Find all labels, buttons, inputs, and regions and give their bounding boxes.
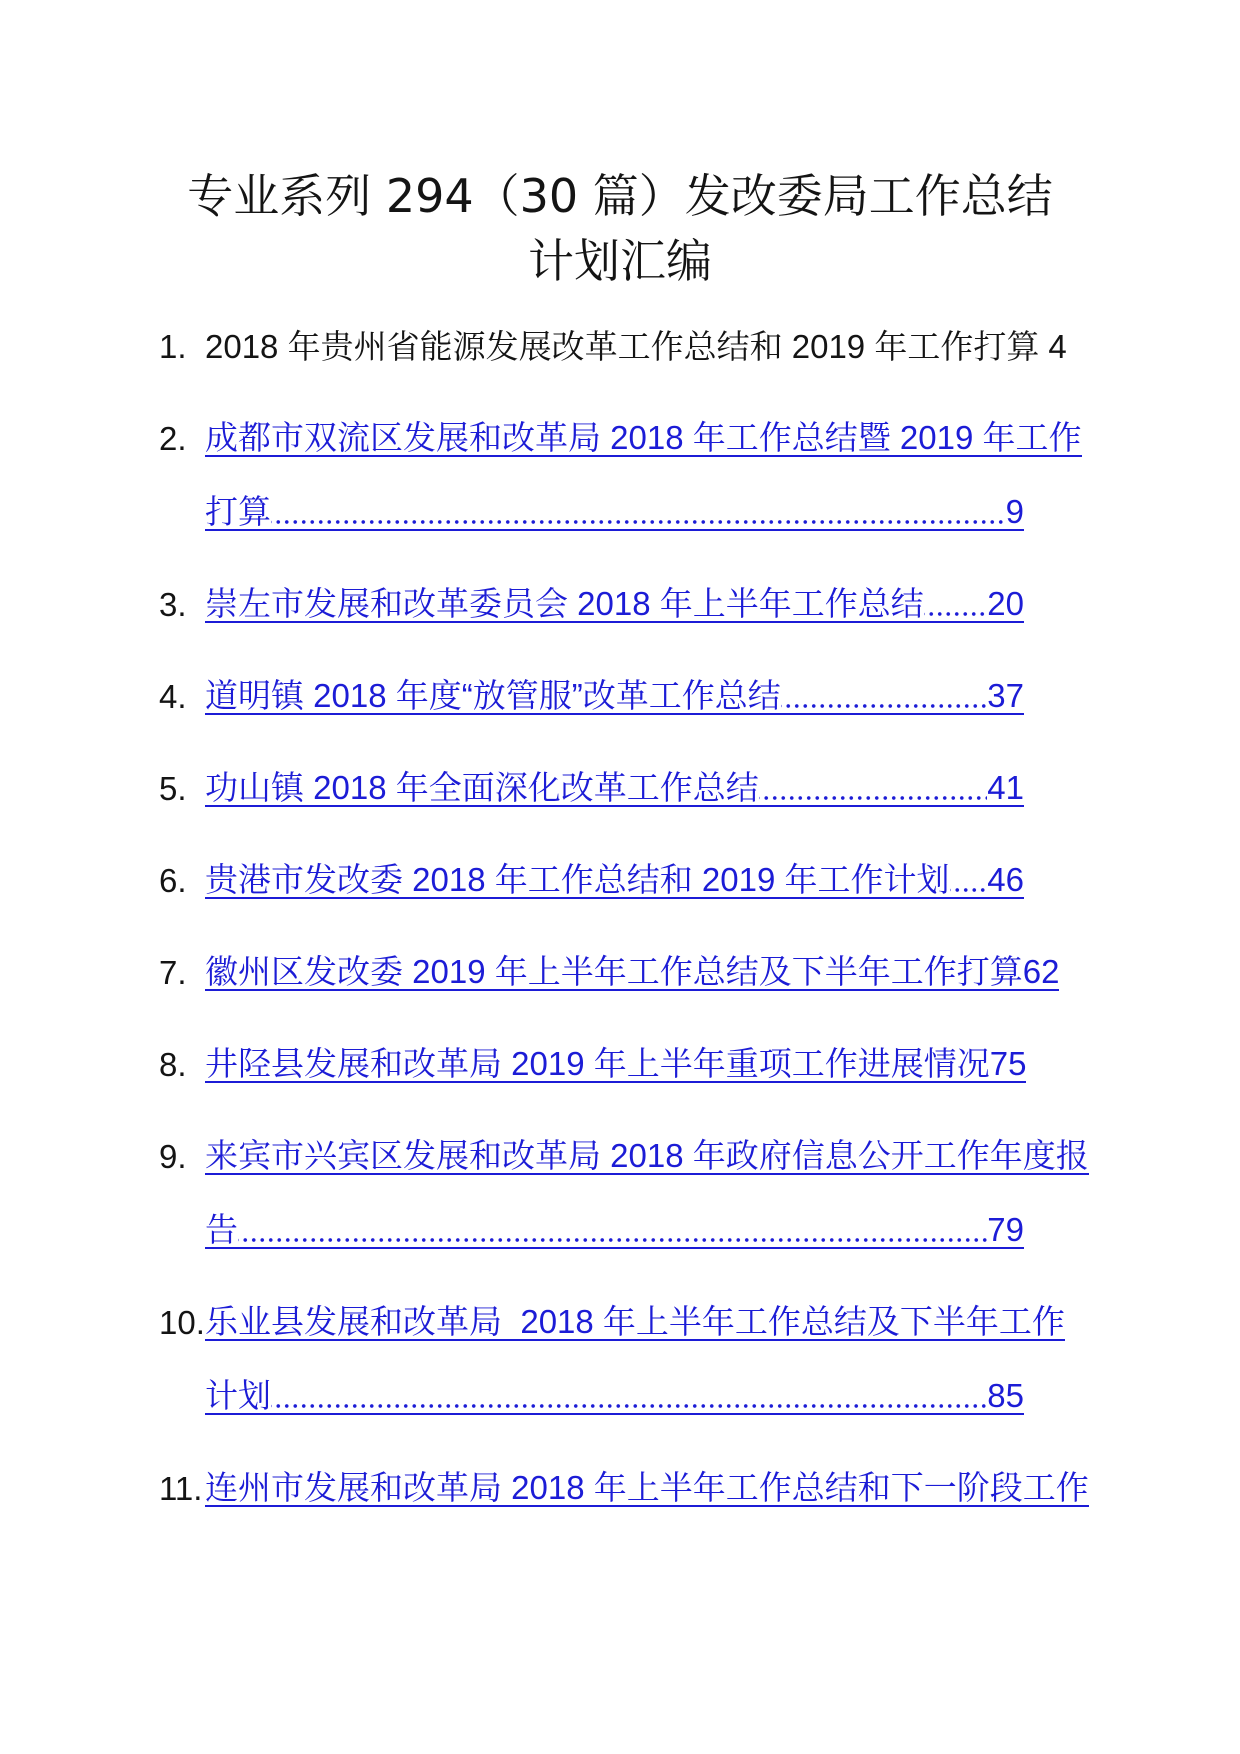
toc-item-number: 6. [159, 862, 187, 899]
toc-page-number[interactable]: 62 [1022, 953, 1060, 990]
toc-line-text[interactable] [205, 1213, 1024, 1249]
toc-line-text[interactable] [205, 1471, 1089, 1507]
toc-item-10 [159, 1286, 1099, 1434]
toc-link[interactable] [205, 1452, 1099, 1526]
toc-page-number[interactable]: 41 [987, 769, 1024, 806]
toc-item-number: 10. [159, 1304, 205, 1341]
toc-line[interactable] [205, 1194, 1099, 1268]
toc-item-1 [159, 310, 1099, 384]
toc-item-title[interactable]: 道明镇 2018 年度“放管服”改革工作总结 [205, 677, 781, 714]
toc-line-text[interactable] [205, 1379, 1024, 1415]
toc-dot-leader[interactable] [759, 771, 988, 805]
toc-page-number[interactable]: 85 [987, 1377, 1024, 1414]
toc-item-title[interactable]: 功山镇 2018 年全面深化改革工作总结 [205, 769, 759, 806]
toc-item-title[interactable]: 打算 [205, 493, 271, 530]
toc-page-number[interactable]: 37 [987, 677, 1024, 714]
toc-link[interactable] [205, 844, 1099, 918]
toc-link[interactable] [205, 1028, 1099, 1102]
toc-item-9 [159, 1120, 1099, 1268]
toc-line[interactable] [205, 1452, 1099, 1526]
toc-item-title[interactable]: 告 [205, 1211, 238, 1248]
toc-page-number[interactable]: 9 [1005, 493, 1024, 530]
toc-line-text[interactable] [205, 863, 1024, 899]
toc-line[interactable] [205, 1120, 1099, 1194]
document-title [120, 164, 1120, 294]
toc-item-title[interactable]: 乐业县发展和改革局 2018 年上半年工作总结及下半年工作 [205, 1303, 1065, 1340]
toc-line[interactable] [205, 1286, 1099, 1360]
toc-dot-leader[interactable] [271, 1379, 987, 1413]
toc-link[interactable] [205, 752, 1099, 826]
toc-item-title[interactable]: 崇左市发展和改革委员会 2018 年上半年工作总结 [205, 585, 924, 622]
toc-page-number[interactable]: 20 [987, 585, 1024, 622]
toc-item-number: 2. [159, 420, 187, 457]
toc-page-number[interactable]: 46 [987, 861, 1024, 898]
toc-link[interactable] [205, 1120, 1099, 1268]
toc-dot-leader[interactable] [781, 679, 988, 713]
toc-item-4 [159, 660, 1099, 734]
toc-line-text[interactable] [205, 771, 1024, 807]
toc-item-3 [159, 568, 1099, 642]
toc-entry [205, 310, 1099, 384]
toc-dot-leader[interactable] [238, 1213, 987, 1247]
toc-page-number[interactable]: 75 [989, 1045, 1027, 1082]
toc-page-number[interactable]: 79 [987, 1211, 1024, 1248]
toc-line-text[interactable] [205, 679, 1024, 715]
toc-line[interactable] [205, 568, 1099, 642]
toc-item-title[interactable]: 贵港市发改委 2018 年工作总结和 2019 年工作计划 [205, 861, 950, 898]
toc-item-7 [159, 936, 1099, 1010]
toc-item-number: 7. [159, 954, 187, 991]
toc-line[interactable] [205, 752, 1099, 826]
table-of-contents [159, 310, 1099, 1544]
toc-item-title[interactable]: 计划 [205, 1377, 271, 1414]
toc-item-number: 3. [159, 586, 187, 623]
toc-item-2 [159, 402, 1099, 550]
toc-dot-leader[interactable] [924, 587, 988, 621]
toc-line[interactable] [205, 660, 1099, 734]
toc-item-title[interactable]: 连州市发展和改革局 2018 年上半年工作总结和下一阶段工作 [205, 1469, 1089, 1506]
toc-item-6 [159, 844, 1099, 918]
toc-item-5 [159, 752, 1099, 826]
toc-item-title[interactable]: 来宾市兴宾区发展和改革局 2018 年政府信息公开工作年度报 [205, 1137, 1089, 1174]
toc-page-number: 4 [1048, 328, 1067, 365]
toc-item-title: 2018 年贵州省能源发展改革工作总结和 2019 年工作打算 [205, 328, 1040, 365]
toc-line[interactable] [205, 1360, 1099, 1434]
toc-item-title[interactable]: 徽州区发改委 2019 年上半年工作总结及下半年工作打算 [205, 953, 1023, 990]
toc-item-number: 5. [159, 770, 187, 807]
toc-line[interactable] [205, 402, 1099, 476]
toc-line-text[interactable] [205, 1305, 1065, 1341]
toc-link[interactable] [205, 1286, 1099, 1434]
toc-line [205, 310, 1099, 384]
toc-item-number: 9. [159, 1138, 187, 1175]
toc-line[interactable] [205, 476, 1099, 550]
toc-link[interactable] [205, 402, 1099, 550]
toc-line-text[interactable] [205, 421, 1082, 457]
toc-link[interactable] [205, 568, 1099, 642]
toc-link[interactable] [205, 660, 1099, 734]
toc-line-text[interactable] [205, 1047, 1026, 1083]
toc-dot-leader[interactable] [271, 495, 1006, 529]
toc-item-number: 1. [159, 328, 187, 365]
document-title-line: 专业系列 294（30 篇）发改委局工作总结 [187, 169, 1053, 223]
toc-item-number: 8. [159, 1046, 187, 1083]
toc-item-8 [159, 1028, 1099, 1102]
toc-line[interactable] [205, 936, 1099, 1010]
toc-item-number: 4. [159, 678, 187, 715]
toc-line[interactable] [205, 1028, 1099, 1102]
toc-line-text[interactable] [205, 587, 1024, 623]
toc-line-text[interactable] [205, 495, 1024, 531]
toc-dot-leader[interactable] [950, 863, 988, 897]
toc-line-text [205, 330, 1067, 364]
toc-line-text[interactable] [205, 955, 1059, 991]
toc-item-number: 11. [159, 1470, 203, 1507]
toc-item-11 [159, 1452, 1099, 1526]
toc-line-text[interactable] [205, 1139, 1089, 1175]
toc-link[interactable] [205, 936, 1099, 1010]
toc-line[interactable] [205, 844, 1099, 918]
toc-item-title[interactable]: 井陉县发展和改革局 2019 年上半年重项工作进展情况 [205, 1045, 990, 1082]
toc-item-title[interactable]: 成都市双流区发展和改革局 2018 年工作总结暨 2019 年工作 [205, 419, 1082, 456]
document-title-line: 计划汇编 [528, 234, 712, 288]
